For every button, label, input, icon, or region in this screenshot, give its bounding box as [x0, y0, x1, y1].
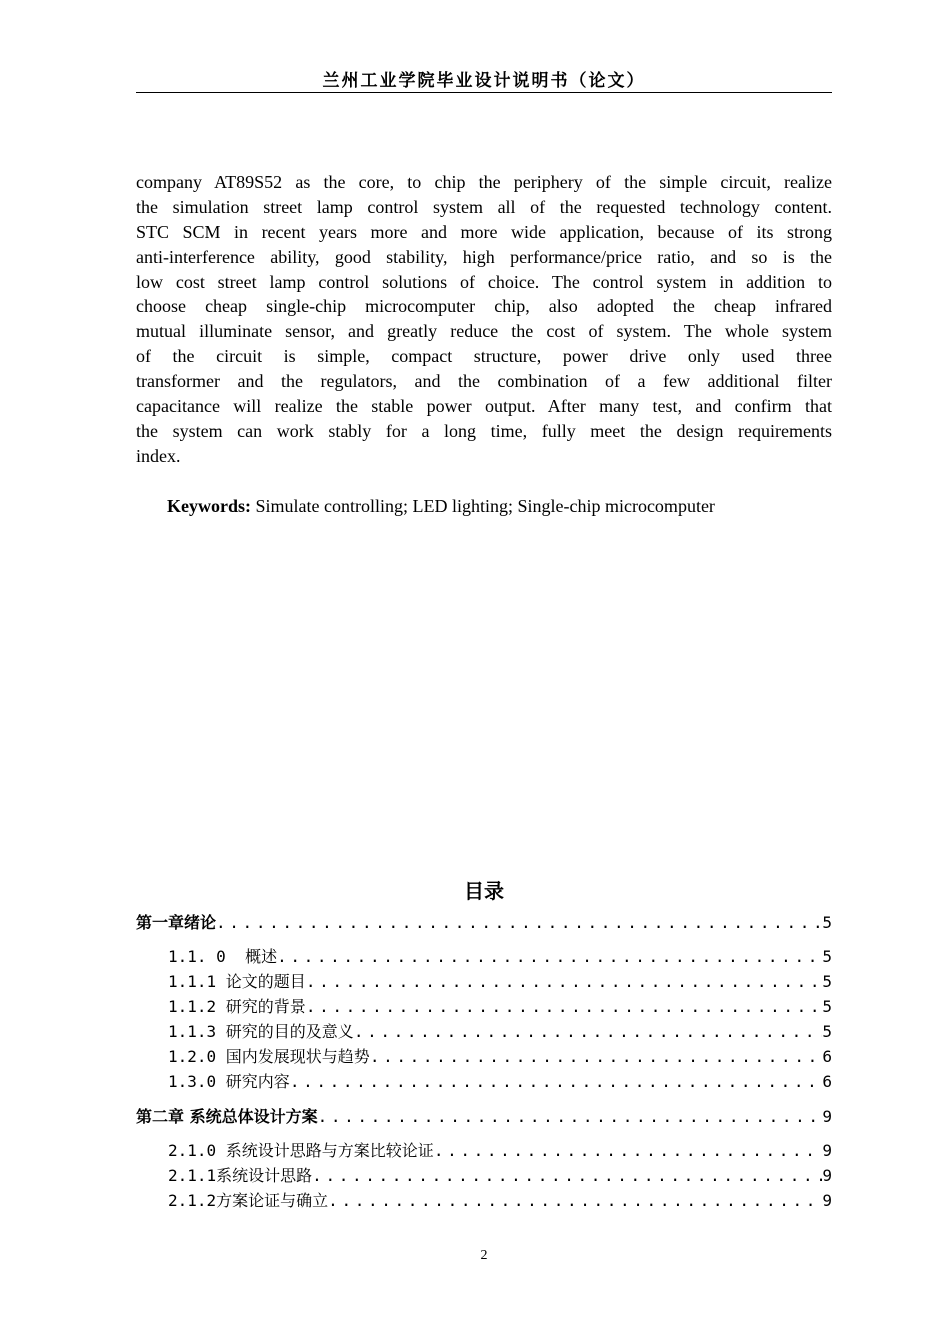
- abstract-line: STC SCM in recent years more and more wide application, because of its strong: [136, 221, 832, 242]
- toc-entry-label: 1.1.1 论文的题目: [168, 972, 306, 991]
- toc-title: 目录: [464, 879, 504, 903]
- page-number: 2: [480, 1248, 488, 1263]
- abstract-line: the simulation street lamp control system all of the requested technology content.: [136, 196, 832, 217]
- toc-leader: [434, 1140, 823, 1162]
- toc-leader: [370, 1046, 823, 1068]
- toc-leader: [306, 996, 823, 1018]
- abstract-line: of the circuit is simple, compact structure, power drive only used three: [136, 346, 832, 367]
- abstract-line: choose cheap single-chip microcomputer chip, also adopted the cheap infrared: [136, 296, 832, 317]
- toc-entry[interactable]: [168, 971, 832, 993]
- toc-entry[interactable]: [168, 946, 832, 968]
- toc-entry-page: 5: [822, 947, 832, 966]
- toc-entry-label: 1.1.2 研究的背景: [168, 997, 306, 1016]
- toc-entry-label: 2.1.0 系统设计思路与方案比较论证: [168, 1141, 434, 1160]
- toc-entry-page: 5: [822, 972, 832, 991]
- keywords-text: Simulate controlling; LED lighting; Single-chip microcomputer: [251, 496, 715, 516]
- toc-entry[interactable]: [168, 1046, 832, 1068]
- toc-entry[interactable]: [168, 1140, 832, 1162]
- keywords-label: Keywords:: [167, 496, 251, 516]
- toc-entry-label: 1.3.0 研究内容: [168, 1072, 290, 1091]
- toc-entry-page: 9: [822, 1191, 832, 1210]
- toc-leader: [354, 1021, 823, 1043]
- toc-entry-page: 5: [822, 913, 832, 932]
- abstract-line: anti-interference ability, good stability, high performance/price ratio, and so is the: [136, 246, 832, 267]
- toc-entry-label: 第二章 系统总体设计方案: [136, 1107, 318, 1126]
- abstract-line: mutual illuminate sensor, and greatly reduce the cost of system. The whole system: [136, 321, 832, 342]
- abstract-line: low cost street lamp control solutions of choice. The control system in addition to: [136, 271, 832, 292]
- abstract-line: transformer and the regulators, and the combination of a few additional filter: [136, 371, 832, 392]
- toc-entry-label: 1.1.3 研究的目的及意义: [168, 1022, 354, 1041]
- toc-entry[interactable]: [168, 1190, 832, 1212]
- toc-leader: [277, 946, 822, 968]
- toc-entry[interactable]: [168, 996, 832, 1018]
- toc-entry-page: 9: [822, 1166, 832, 1185]
- toc-entry-label: 第一章绪论: [136, 913, 217, 932]
- toc-entry-page: 5: [822, 997, 832, 1016]
- toc-entry[interactable]: [168, 1165, 832, 1187]
- header-rule: [136, 92, 832, 93]
- toc-entry[interactable]: [136, 1106, 832, 1128]
- toc-entry-page: 6: [822, 1047, 832, 1066]
- toc-entry-label: 2.1.2方案论证与确立: [168, 1191, 329, 1210]
- toc-entry-page: 6: [822, 1072, 832, 1091]
- abstract-line: the system can work stably for a long time, fully meet the design requirements: [136, 420, 832, 441]
- toc-entry[interactable]: [136, 912, 832, 934]
- toc-entry[interactable]: [168, 1071, 832, 1093]
- toc-leader: [312, 1165, 822, 1187]
- toc-entry-page: 9: [822, 1141, 832, 1160]
- toc-leader: [328, 1190, 822, 1212]
- abstract-line: index.: [136, 445, 181, 466]
- page-header-title: 兰州工业学院毕业设计说明书（论文）: [322, 71, 646, 91]
- toc-entry-label: 1.2.0 国内发展现状与趋势: [168, 1047, 370, 1066]
- toc-entry-label: 2.1.1系统设计思路: [168, 1166, 313, 1185]
- toc-leader: [318, 1106, 823, 1128]
- abstract-paragraph: [136, 170, 832, 469]
- toc-entry-page: 9: [822, 1107, 832, 1126]
- toc-leader: [290, 1071, 823, 1093]
- toc-entry-page: 5: [822, 1022, 832, 1041]
- toc-entry[interactable]: [168, 1021, 832, 1043]
- toc-leader: [306, 971, 823, 993]
- toc-leader: [216, 912, 822, 934]
- toc-entry-label: 1.1. 0 概述: [168, 947, 278, 966]
- keywords: [167, 494, 715, 518]
- abstract-line: capacitance will realize the stable power output. After many test, and confirm that: [136, 396, 832, 417]
- abstract-line: company AT89S52 as the core, to chip the periphery of the simple circuit, realize: [136, 172, 832, 192]
